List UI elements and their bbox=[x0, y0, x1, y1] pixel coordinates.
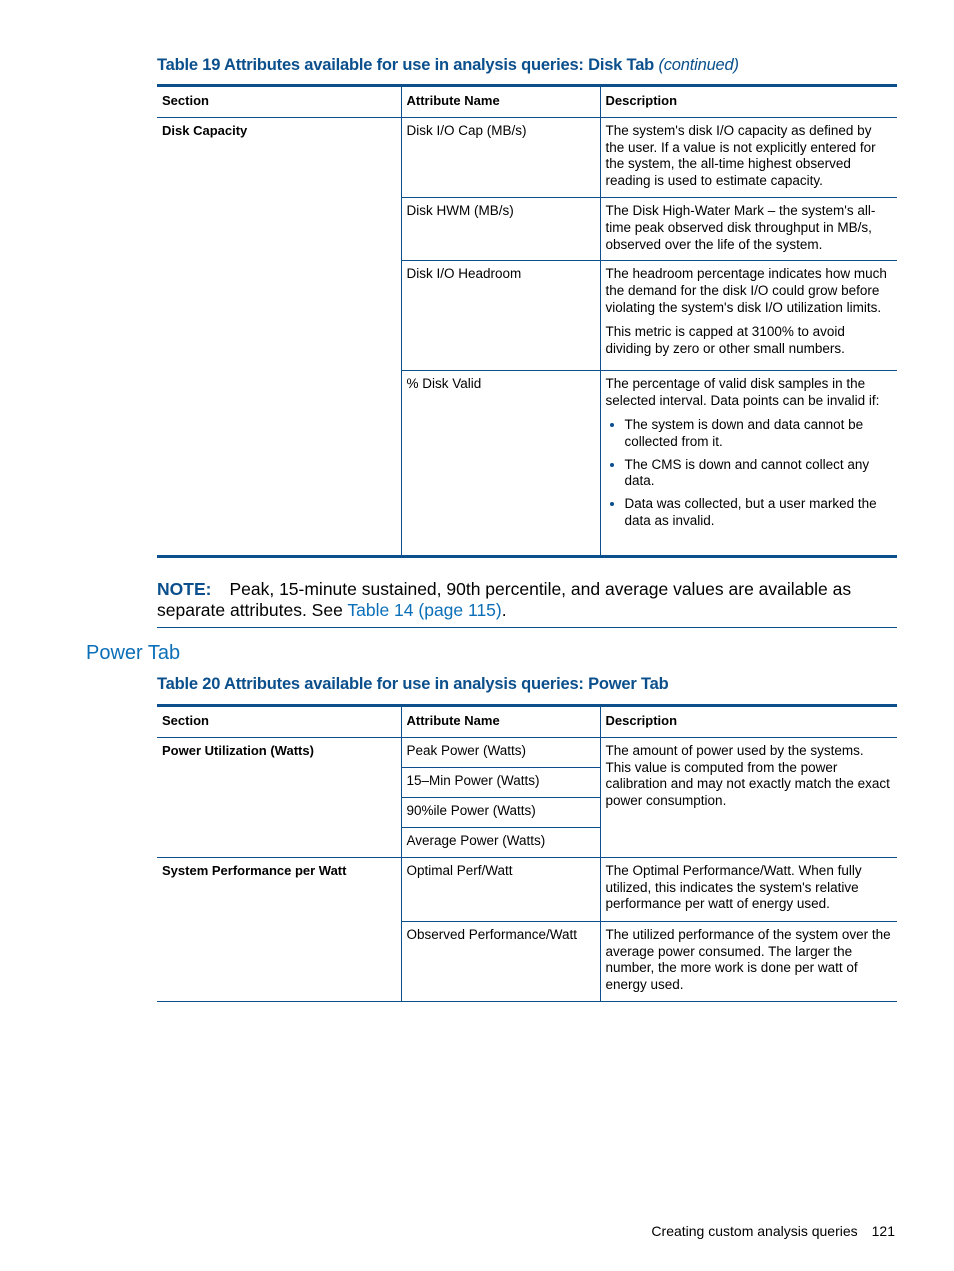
section-heading: Power Tab bbox=[86, 642, 181, 664]
attribute-cell: 15–Min Power (Watts) bbox=[401, 767, 600, 797]
table-row bbox=[157, 857, 897, 921]
description-cell: The utilized performance of the system over the average power consumed. The larger the number, the more work is done per watt of energy used. bbox=[600, 921, 897, 1001]
description-cell: The system's disk I/O capacity as defined by the user. If a value is not explicitly entered for the system, the all-time highest observed reading is used to estimate capacity. bbox=[600, 117, 897, 197]
description-cell bbox=[600, 371, 897, 557]
note-box bbox=[157, 579, 897, 628]
description-cell: The Disk High-Water Mark – the system's all-time peak observed disk throughput in MB/s, observed over the life of the system. bbox=[600, 197, 897, 260]
attribute-cell: Average Power (Watts) bbox=[401, 827, 600, 857]
attribute-cell: % Disk Valid bbox=[401, 371, 600, 557]
table-row bbox=[157, 737, 897, 767]
attribute-cell: Disk HWM (MB/s) bbox=[401, 197, 600, 260]
note-label: NOTE: bbox=[157, 579, 212, 599]
section-cell: Disk Capacity bbox=[157, 117, 401, 557]
header-section: Section bbox=[157, 86, 401, 118]
header-description: Description bbox=[600, 86, 897, 118]
description-paragraph: The percentage of valid disk samples in the selected interval. Data points can be invalid if: bbox=[605, 376, 880, 409]
table-header-row bbox=[157, 86, 897, 118]
table-14-link[interactable]: Table 14 (page 115) bbox=[347, 600, 502, 620]
bullet-item: • The system is down and data cannot be collected from it. bbox=[625, 417, 893, 451]
attribute-cell: 90%ile Power (Watts) bbox=[401, 797, 600, 827]
table-20-caption: Table 20 Attributes available for use in analysis queries: Power Tab bbox=[157, 675, 669, 693]
table-19 bbox=[157, 84, 897, 558]
bullet-item: • Data was collected, but a user marked the data as invalid. bbox=[625, 496, 893, 530]
table-19-caption-suffix: (continued) bbox=[658, 56, 739, 74]
table-header-row bbox=[157, 706, 897, 738]
note-end: . bbox=[501, 600, 507, 620]
attribute-cell: Peak Power (Watts) bbox=[401, 737, 600, 767]
description-cell: The Optimal Performance/Watt. When fully utilized, this indicates the system's relative performance per watt of energy used. bbox=[600, 857, 897, 921]
header-attribute-name: Attribute Name bbox=[401, 706, 600, 738]
section-cell: System Performance per Watt bbox=[157, 857, 401, 1001]
table-20 bbox=[157, 704, 897, 1002]
bullet-item: • The CMS is down and cannot collect any data. bbox=[625, 457, 893, 491]
header-description: Description bbox=[600, 706, 897, 738]
description-paragraph: The headroom percentage indicates how much the demand for the disk I/O could grow before violating the system's disk I/O utilization limits. bbox=[605, 266, 887, 315]
attribute-cell: Disk I/O Cap (MB/s) bbox=[401, 117, 600, 197]
header-attribute-name: Attribute Name bbox=[401, 86, 600, 118]
page-footer bbox=[651, 1223, 895, 1239]
footer-title: Creating custom analysis queries bbox=[651, 1223, 858, 1239]
description-cell: The amount of power used by the systems. This value is computed from the power calibration and may not exactly match the exact power consumption. bbox=[600, 737, 897, 857]
note-text: Peak, 15-minute sustained, 90th percentile, and average values are available as separate attributes. See bbox=[157, 579, 852, 620]
description-cell bbox=[600, 261, 897, 371]
header-section: Section bbox=[157, 706, 401, 738]
bullet-list bbox=[606, 417, 893, 530]
attribute-cell: Disk I/O Headroom bbox=[401, 261, 600, 371]
attribute-cell: Observed Performance/Watt bbox=[401, 921, 600, 1001]
section-cell: Power Utilization (Watts) bbox=[157, 737, 401, 857]
attribute-cell: Optimal Perf/Watt bbox=[401, 857, 600, 921]
page-number: 121 bbox=[871, 1223, 895, 1239]
table-19-caption-text: Table 19 Attributes available for use in analysis queries: Disk Tab bbox=[157, 56, 655, 74]
table-row bbox=[157, 117, 897, 197]
table-19-caption bbox=[157, 56, 739, 75]
description-paragraph: This metric is capped at 3100% to avoid dividing by zero or other small numbers. bbox=[605, 323, 845, 356]
